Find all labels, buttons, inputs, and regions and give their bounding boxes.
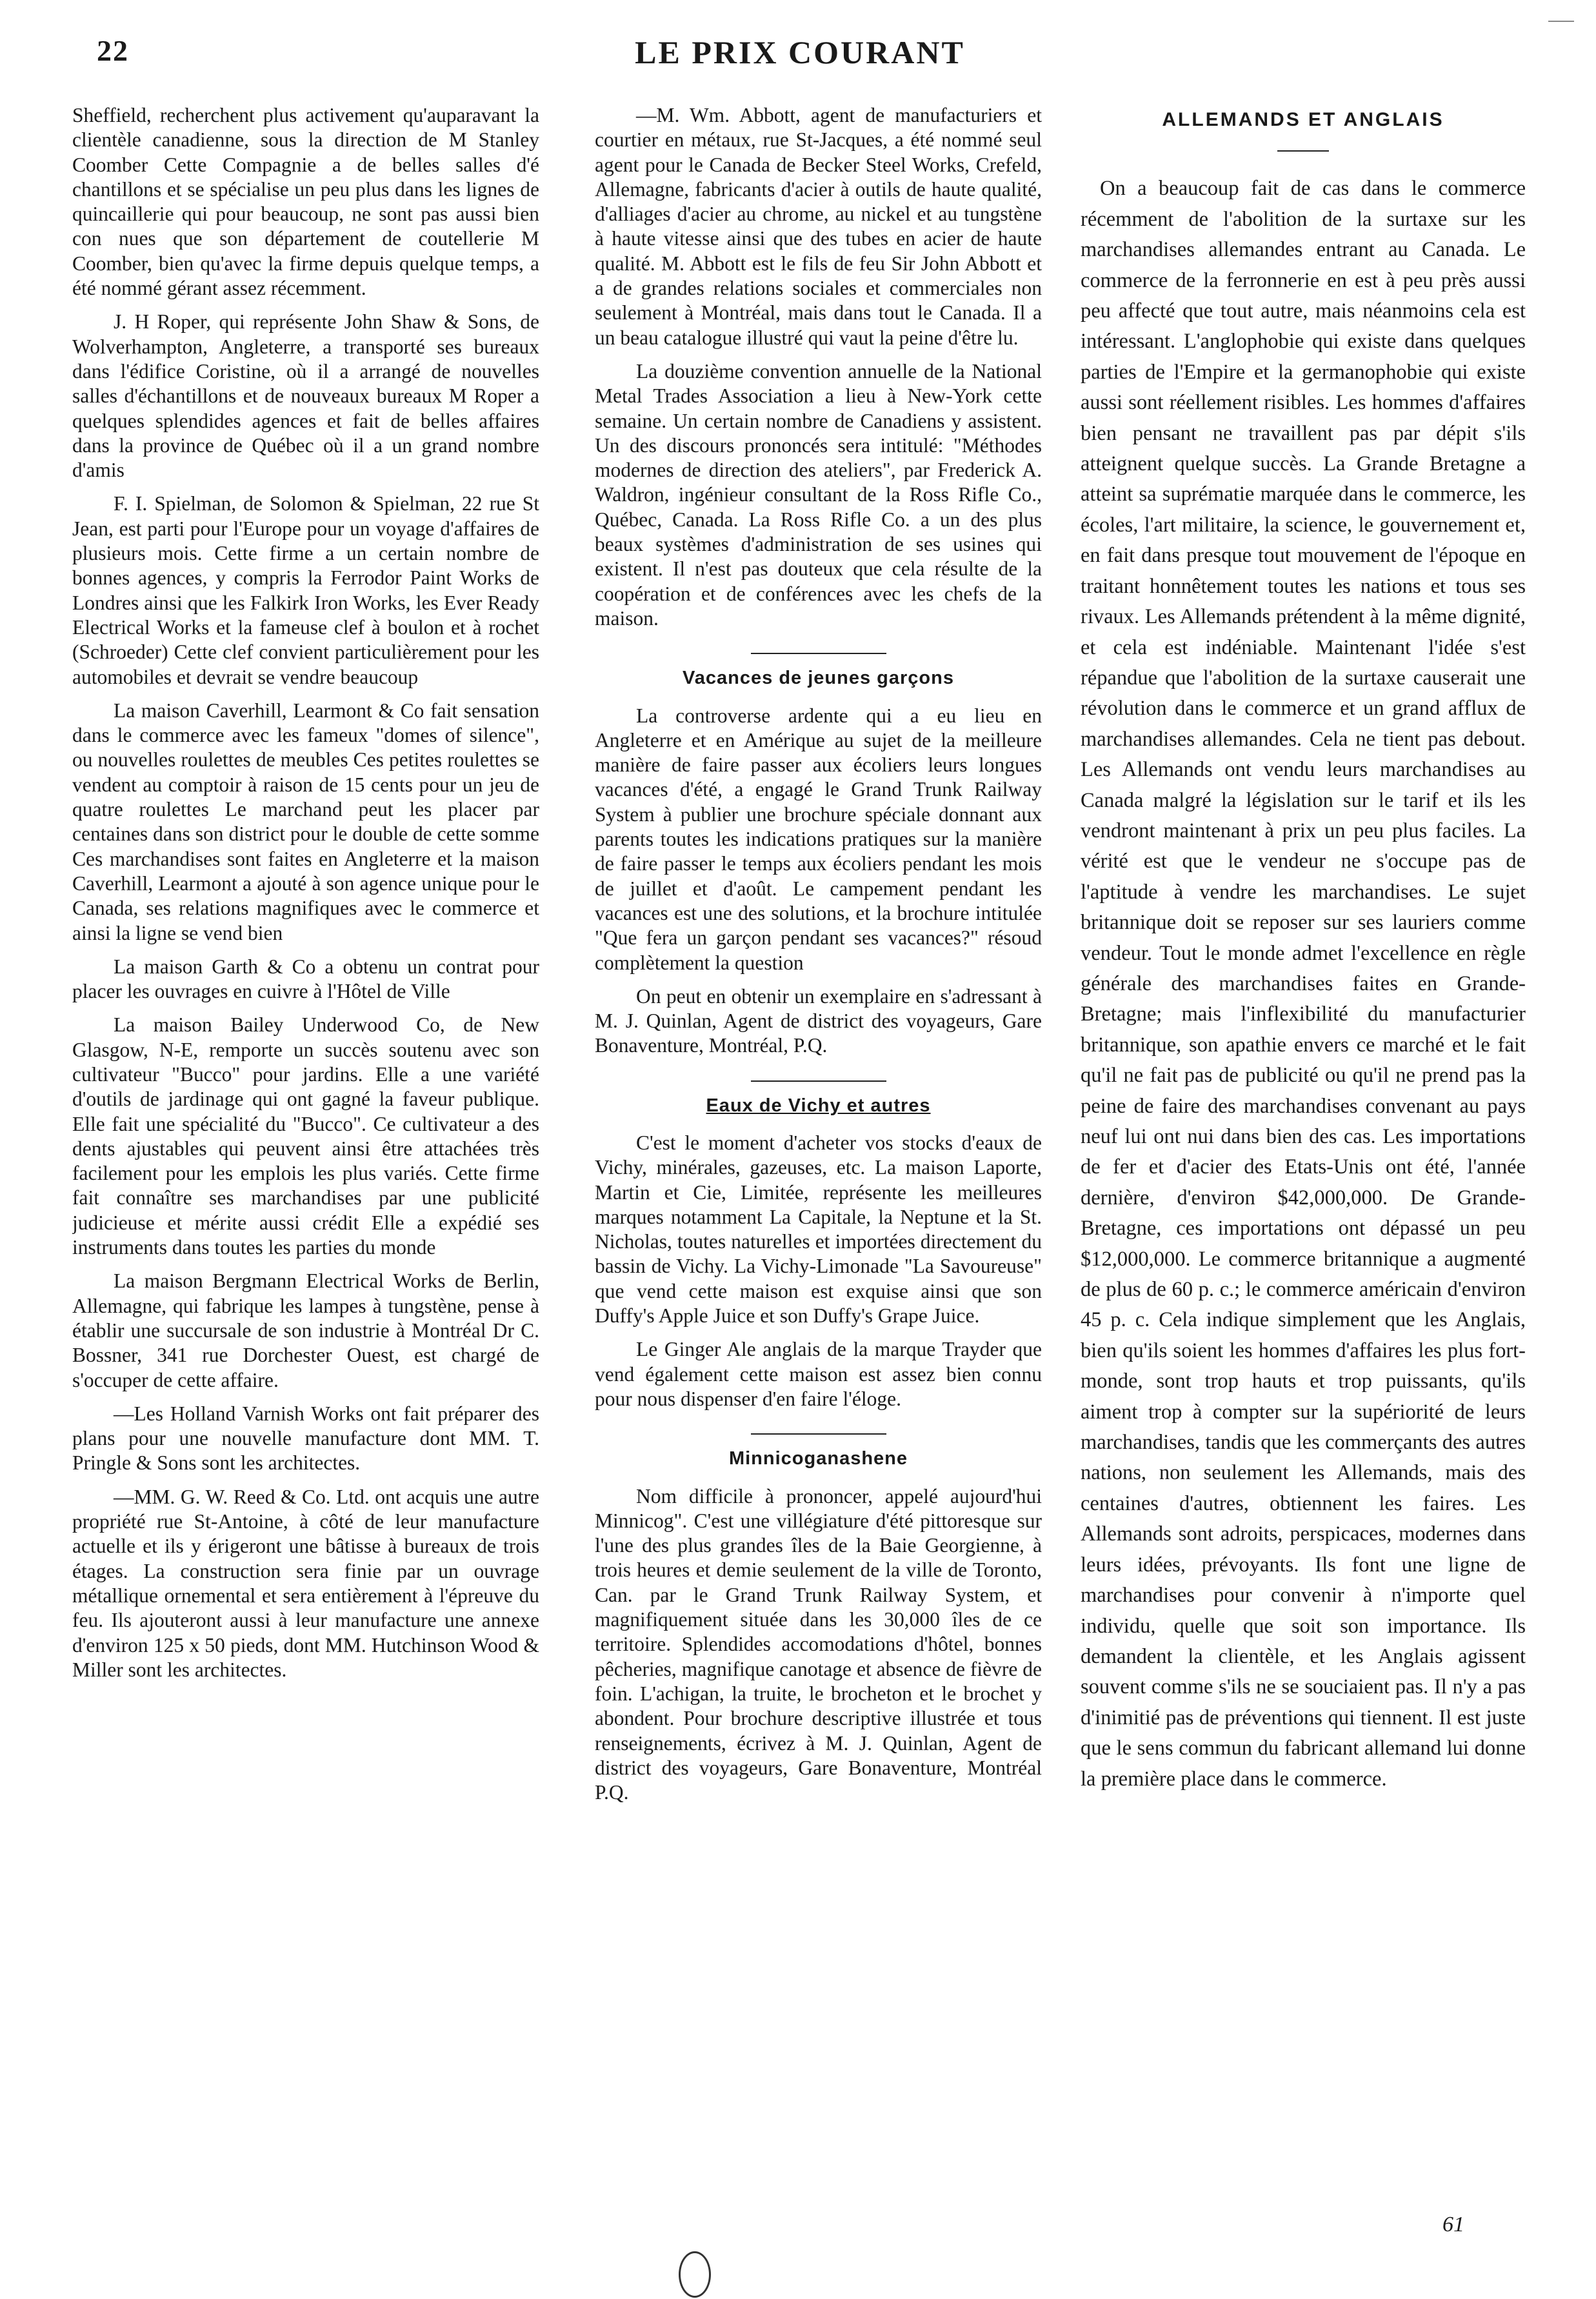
paragraph: La controverse ardente qui a eu lieu en Angleterre et en Amérique au sujet de la meilleure manière de faire passer aux écoliers leurs longues vacances d'été, a engagé le Grand Trunk Railway System à publier une brochure spéciale donnant aux parents toutes les indications pratiques sur la manière de faire passer le temps aux écoliers pendant les mois de juillet et d'août. Le campement pendant les vacances est une des solutions, et la brochure intitulée "Que fera un garçon pendant ses vacances?" résoud complètement la question bbox=[595, 704, 1042, 974]
middle-column bbox=[595, 103, 1042, 2264]
paragraph: On peut en obtenir un exemplaire en s'adressant à M. J. Quinlan, Agent de district des voyageurs, Gare Bonaventure, Montréal, P.Q. bbox=[595, 984, 1042, 1057]
section-divider bbox=[751, 1433, 886, 1435]
page-marginal-mark: 61 bbox=[1442, 2213, 1464, 2236]
section-title-minnicog: Minnicoganashene bbox=[728, 1448, 908, 1469]
paragraph: La maison Bergmann Electrical Works de Berlin, Allemagne, qui fabrique les lampes à tungstène, pense à établir une succursale de son industrie à Montréal Dr C. Bossner, 341 rue Dorchester Ouest, est chargé de s'occuper de cette affaire. bbox=[72, 1269, 539, 1391]
paragraph: La maison Garth & Co a obtenu un contrat pour placer les ouvrages en cuivre à l'Hôtel de Ville bbox=[72, 955, 539, 1003]
paragraph: —MM. G. W. Reed & Co. Ltd. ont acquis une autre propriété rue St-Antoine, à côté de leur manufacture actuelle et ils y érigeront une bâtisse à bureaux de trois étages. La construction sera finie par un ouvrage métallique ornemental et sera entièrement à l'épreuve du feu. Ils ajouteront aussi à leur manufacture une annexe d'environ 125 x 50 pieds, dont MM. Hutchinson Wood & Miller sont les architectes. bbox=[72, 1485, 539, 1681]
paragraph: —Les Holland Varnish Works ont fait préparer des plans pour une nouvelle manufacture dont MM. T. Pringle & Sons sont les architectes. bbox=[72, 1402, 539, 1475]
paragraph: Nom difficile à prononcer, appelé aujourd'hui Minnicog". C'est une villégiature d'été pittoresque sur l'une des plus grandes îles de la Baie Georgienne, à trois heures et demie seulement de la ville de Toronto, Can. par le Grand Trunk Railway System, et magnifiquement située dans les 30,000 îles de ce territoire. Splendides accomodations d'hôtel, bonnes pêcheries, magnifique canotage et absence de fièvre de foin. L'achigan, la truite, le brocheton et le brochet y abondent. Pour brochure descriptive illustrée et tous renseignements, écrivez à M. J. Quinlan, Agent de district des voyageurs, Gare Bonaventure, Montréal P.Q. bbox=[595, 1484, 1042, 1804]
paragraph: La douzième convention annuelle de la National Metal Trades Association a lieu à New-York cette semaine. Un certain nombre de Canadiens y assistent. Un des discours prononcés sera intitulé: "Méthodes modernes de direction des ateliers", par Frederick A. Waldron, ingénieur consultant de la Ross Rifle Co., Québec, Canada. La Ross Rifle Co. a un des plus beaux systèmes d'administration de ses usines qui existent. Il n'est pas douteux que cela résulte de la coopération et de conférences avec les chefs de la maison. bbox=[595, 359, 1042, 630]
article-title: ALLEMANDS ET ANGLAIS bbox=[1162, 109, 1444, 130]
section-divider bbox=[751, 653, 886, 654]
paragraph: On a beaucoup fait de cas dans le commerce récemment de l'abolition de la surtaxe sur les marchandises allemandes entrant au Canada. Le commerce de la ferronnerie en est à peu près aussi peu affecté que tout autre, mais néanmoins cela est intéressant. L'anglophobie qui existe dans quelques parties de l'Empire et la germanophobie qui existe aussi sont réellement risibles. Les hommes d'affaires bien pensant ne travaillent pas par dépit s'ils atteignent quelque succès. La Grande Bretagne a atteint sa suprématie marquée dans le commerce, les écoles, l'art militaire, la science, le gouvernement et, en fait dans presque tout mouvement de l'époque en traitant honnêtement toutes les nations et tous ses rivaux. Les Allemands prétendent à la même dignité, et cela est indéniable. Maintenant l'idée s'est répandue que l'abolition de la surtaxe causerait une révolution dans le commerce et un grand afflux de marchandises allemandes. Cela ne tient pas debout. Les Allemands ont vendu leurs marchandises au Canada malgré la législation sur le tarif et ils les vendront maintenant à prix un peu plus faciles. La vérité est que le vendeur ne s'occupe pas de l'aptitude à vendre les marchandises. Le sujet britannique doit se reposer sur ses lauriers comme vendeur. Tout le monde admet l'excellence en règle générale des marchandises faites en Grande-Bretagne; mais l'inflexibilité du manufacturier britannique, son apathie envers ce marché et le fait qu'il ne fait pas de publicité ou qu'il ne prend pas la peine de faire des marchandises convenant au pays neuf lui ont nui dans bien des cas. Les importations de fer et d'acier des Etats-Unis ont été, l'année dernière, d'environ $42,000,000. De Grande-Bretagne, ces importations ont dépassé un peu $12,000,000. Le commerce britannique a augmenté de plus de 60 p. c.; le commerce américain d'environ 45 p. c. Cela indique simplement que les Anglais, bien qu'ils soient les hommes d'affaires les plus fort-monde, sont trop hauts et trop puissants, qu'ils aiment trop à compter sur la supériorité de leurs marchandises, tandis que les commerçants des autres nations, non seulement les Allemands, mais des centaines d'autres, obtiennent les faires. Les Allemands sont adroits, perspicaces, modernes dans leurs idées, prévoyants. Ils font une ligne de marchandises pour convenir à n'importe quel individu, quelle que soit son importance. Ils demandent la clientèle, et les Anglais agissent souvent comme s'ils ne se souciaient pas. Il n'y a pas d'inimitié pas de préventions qui tiennent. Il est juste que le sens commun du fabricant allemand lui donne la première place dans le commerce. bbox=[1081, 177, 1526, 1791]
scan-edge-mark bbox=[1548, 21, 1574, 22]
section-title-vacances: Vacances de jeunes garçons bbox=[683, 668, 954, 689]
page-number: 22 bbox=[97, 34, 129, 67]
paragraph: La maison Caverhill, Learmont & Co fait sensation dans le commerce avec les fameux "domes of silence", ou nouvelles roulettes de meubles Ces petites roulettes se vendent au comptoir à raison de 15 cents pour un jeu de quatre roulettes Le marchand peut les placer par centaines dans son district pour le double de cette somme Ces marchandises sont faites en Angleterre et la maison Caverhill, Learmont a ajouté à son agence unique pour le Canada, ses relations magnifiques avec le commerce et ainsi la ligne se vend bien bbox=[72, 699, 539, 944]
paragraph: —M. Wm. Abbott, agent de manufacturiers et courtier en métaux, rue St-Jacques, a été nommé seul agent pour le Canada de Becker Steel Works, Crefeld, Allemagne, fabricants d'acier à outils de haute qualité, d'alliages d'acier au chrome, au nickel et au tungstène à haute vitesse ainsi que des tubes en acier de haute qualité. M. Abbott est le fils de feu Sir John Abbott et a de grandes relations sociales et commerciales non seulement à Montréal, mais dans tout le Canada. Il a un beau catalogue illustré qui vaut la peine d'être lu. bbox=[595, 104, 1042, 349]
section-divider bbox=[751, 1080, 886, 1082]
journal-title: LE PRIX COURANT bbox=[635, 34, 965, 70]
paragraph: J. H Roper, qui représente John Shaw & Sons, de Wolverhampton, Angleterre, a transporté ses bureaux dans l'édifice Coristine, où il a arrangé de nouvelles salles d'échantillons et de nouveaux bureaux M Roper a quelques splendides agences et fait de belles affaires dans la province de Québec où il a un grand nombre d'amis bbox=[72, 310, 539, 482]
left-column bbox=[72, 103, 539, 2264]
binding-hole-mark bbox=[679, 2251, 711, 2298]
paragraph: La maison Bailey Underwood Co, de New Glasgow, N-E, remporte un succès soutenu avec son cultivateur "Bucco" pour jardins. Elle a une variété d'outils de jardinage qui ont gagné la faveur publique. Elle fait une spécialité du "Bucco". Ce cultivateur a des dents ajustables qui peuvent ainsi être attachées très facilement pour les emplois les plus variés. Cette firme fait connaître ses marchandises par une publicité judicieuse et mérite aussi crédit Elle a expédié ses instruments dans toutes les parties du monde bbox=[72, 1013, 539, 1259]
title-rule bbox=[1277, 150, 1329, 152]
right-column bbox=[1081, 103, 1526, 2264]
paragraph: F. I. Spielman, de Solomon & Spielman, 22 rue St Jean, est parti pour l'Europe pour un voyage d'affaires de plusieurs mois. Cette firme a un certain nombre de bonnes agences, y compris la Ferrodor Paint Works de Londres ainsi que les Falkirk Iron Works, les Ever Ready Electrical Works et la fameuse clef à boulon et à rochet (Schroeder) Cette clef convient particulièrement pour les automobiles et devrait se vendre beaucoup bbox=[72, 492, 539, 688]
page-header bbox=[71, 34, 1529, 79]
paragraph: Sheffield, recherchent plus activement qu'auparavant la clientèle canadienne, sous la direction de M Stanley Coomber Cette Compagnie a de belles salles d'é chantillons et se spécialise un peu plus dans les lignes de quincaillerie qui pour beaucoup, ne sont pas aussi bien con nues que son département de coutellerie M Coomber, bien qu'avec la firme depuis quelque temps, a été nommé gérant assez récemment. bbox=[72, 104, 539, 300]
paragraph: C'est le moment d'acheter vos stocks d'eaux de Vichy, minérales, gazeuses, etc. La maison Laporte, Martin et Cie, Limitée, représente les meilleures marques notamment La Capitale, la Neptune et la St. Nicholas, toutes naturelles et importées directement du bassin de Vichy. La Vichy-Limonade "La Savoureuse" que vend cette maison est exquise ainsi que son Duffy's Apple Juice et son Duffy's Grape Juice. bbox=[595, 1131, 1042, 1328]
paragraph: Le Ginger Ale anglais de la marque Trayder que vend également cette maison est assez bien connu pour nous dispenser d'en faire l'éloge. bbox=[595, 1338, 1042, 1410]
section-title-vichy: Eaux de Vichy et autres bbox=[706, 1095, 931, 1116]
